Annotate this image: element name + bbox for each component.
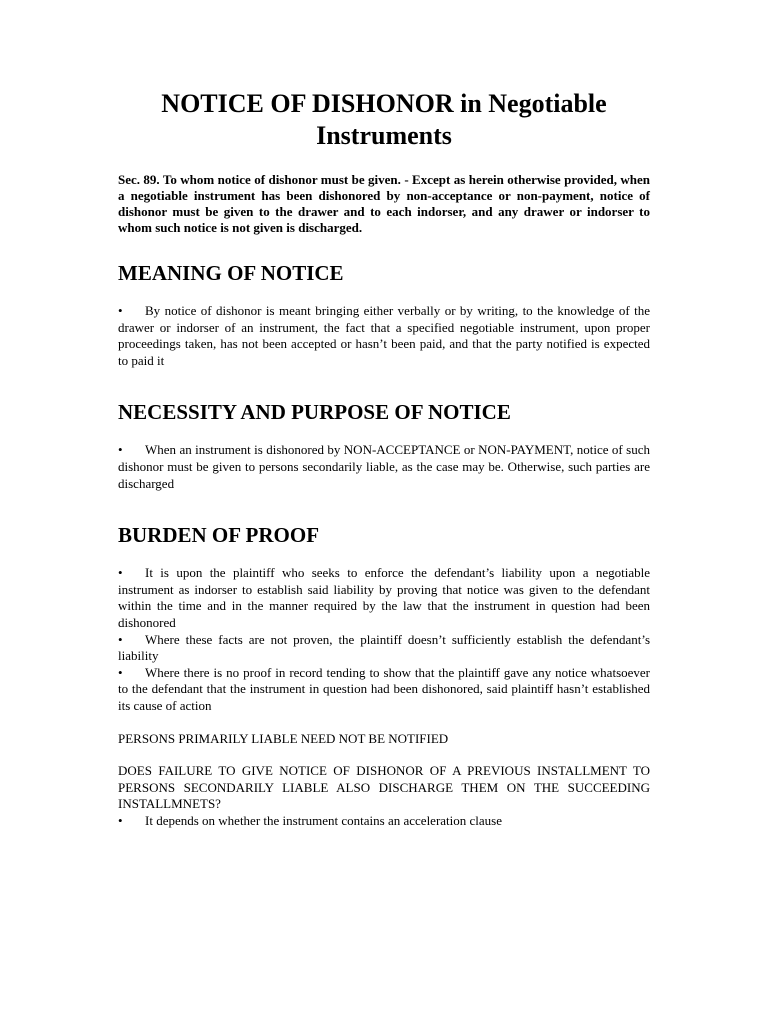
bullet-text: It depends on whether the instrument contains an acceleration clause [145, 812, 503, 828]
bullet-icon: • [118, 664, 123, 680]
bullet-paragraph [118, 813, 650, 830]
bullet-icon: • [118, 812, 123, 828]
bullet-icon: • [118, 442, 123, 458]
bullet-text: Where there is no proof in record tending to show that the plaintiff gave any notice whatsoever to the defendant that the instrument in question had been dishonored, said plaintiff hasn’t established its cause of action [118, 664, 650, 713]
bullet-icon: • [118, 565, 123, 581]
section-heading: NECESSITY AND PURPOSE OF NOTICE [118, 400, 511, 425]
bullet-paragraph [118, 565, 650, 631]
bullet-text: By notice of dishonor is meant bringing either verbally or by writing, to the knowledge of the drawer or indorser of an instrument, the fact that a specified negotiable instrument, upon proper proceedings taken, has not been accepted or hasn’t been paid, and that the party notified is expected to paid it [118, 303, 650, 368]
bullet-paragraph [118, 303, 650, 369]
section-necessity-purpose [118, 399, 650, 492]
section-meaning-of-notice [118, 260, 650, 369]
bullet-icon: • [118, 303, 123, 318]
section-heading: BURDEN OF PROOF [118, 523, 320, 548]
bullet-icon: • [118, 631, 123, 647]
installment-question: DOES FAILURE TO GIVE NOTICE OF DISHONOR OF A PREVIOUS INSTALLMENT TO PERSONS SECONDARILY LIABLE ALSO DISCHARGE THEM ON THE SUCCEEDING INSTALLMNETS? [118, 763, 650, 812]
document-page [118, 88, 650, 829]
bullet-paragraph [118, 665, 650, 715]
document-title: NOTICE OF DISHONOR in Negotiable Instruments [161, 89, 607, 150]
bullet-text: Where these facts are not proven, the plaintiff doesn’t sufficiently establish the defendant’s liability [118, 631, 650, 664]
primarily-liable-statement: PERSONS PRIMARILY LIABLE NEED NOT BE NOTIFIED [118, 730, 449, 746]
bullet-text: When an instrument is dishonored by NON-ACCEPTANCE or NON-PAYMENT, notice of such dishonor must be given to persons secondarily liable, as the case may be. Otherwise, such parties are discharged [118, 442, 650, 491]
section-burden-of-proof [118, 522, 650, 714]
bullet-paragraph [118, 442, 650, 492]
section-89-text: Sec. 89. To whom notice of dishonor must be given. - Except as herein otherwise provided, when a negotiable instrument has been dishonored by non-acceptance or non-payment, notice of dishonor must be given to the drawer and to each indorser, and any drawer or indorser to whom such notice is not given is discharged. [118, 172, 650, 235]
bullet-text: It is upon the plaintiff who seeks to enforce the defendant’s liability upon a negotiable instrument as indorser to establish said liability by proving that notice was given to the defendant within the time and in the manner required by the law that the instrument in question had been dishonored [118, 565, 650, 630]
bullet-paragraph [118, 632, 650, 665]
section-heading: MEANING OF NOTICE [118, 261, 344, 285]
